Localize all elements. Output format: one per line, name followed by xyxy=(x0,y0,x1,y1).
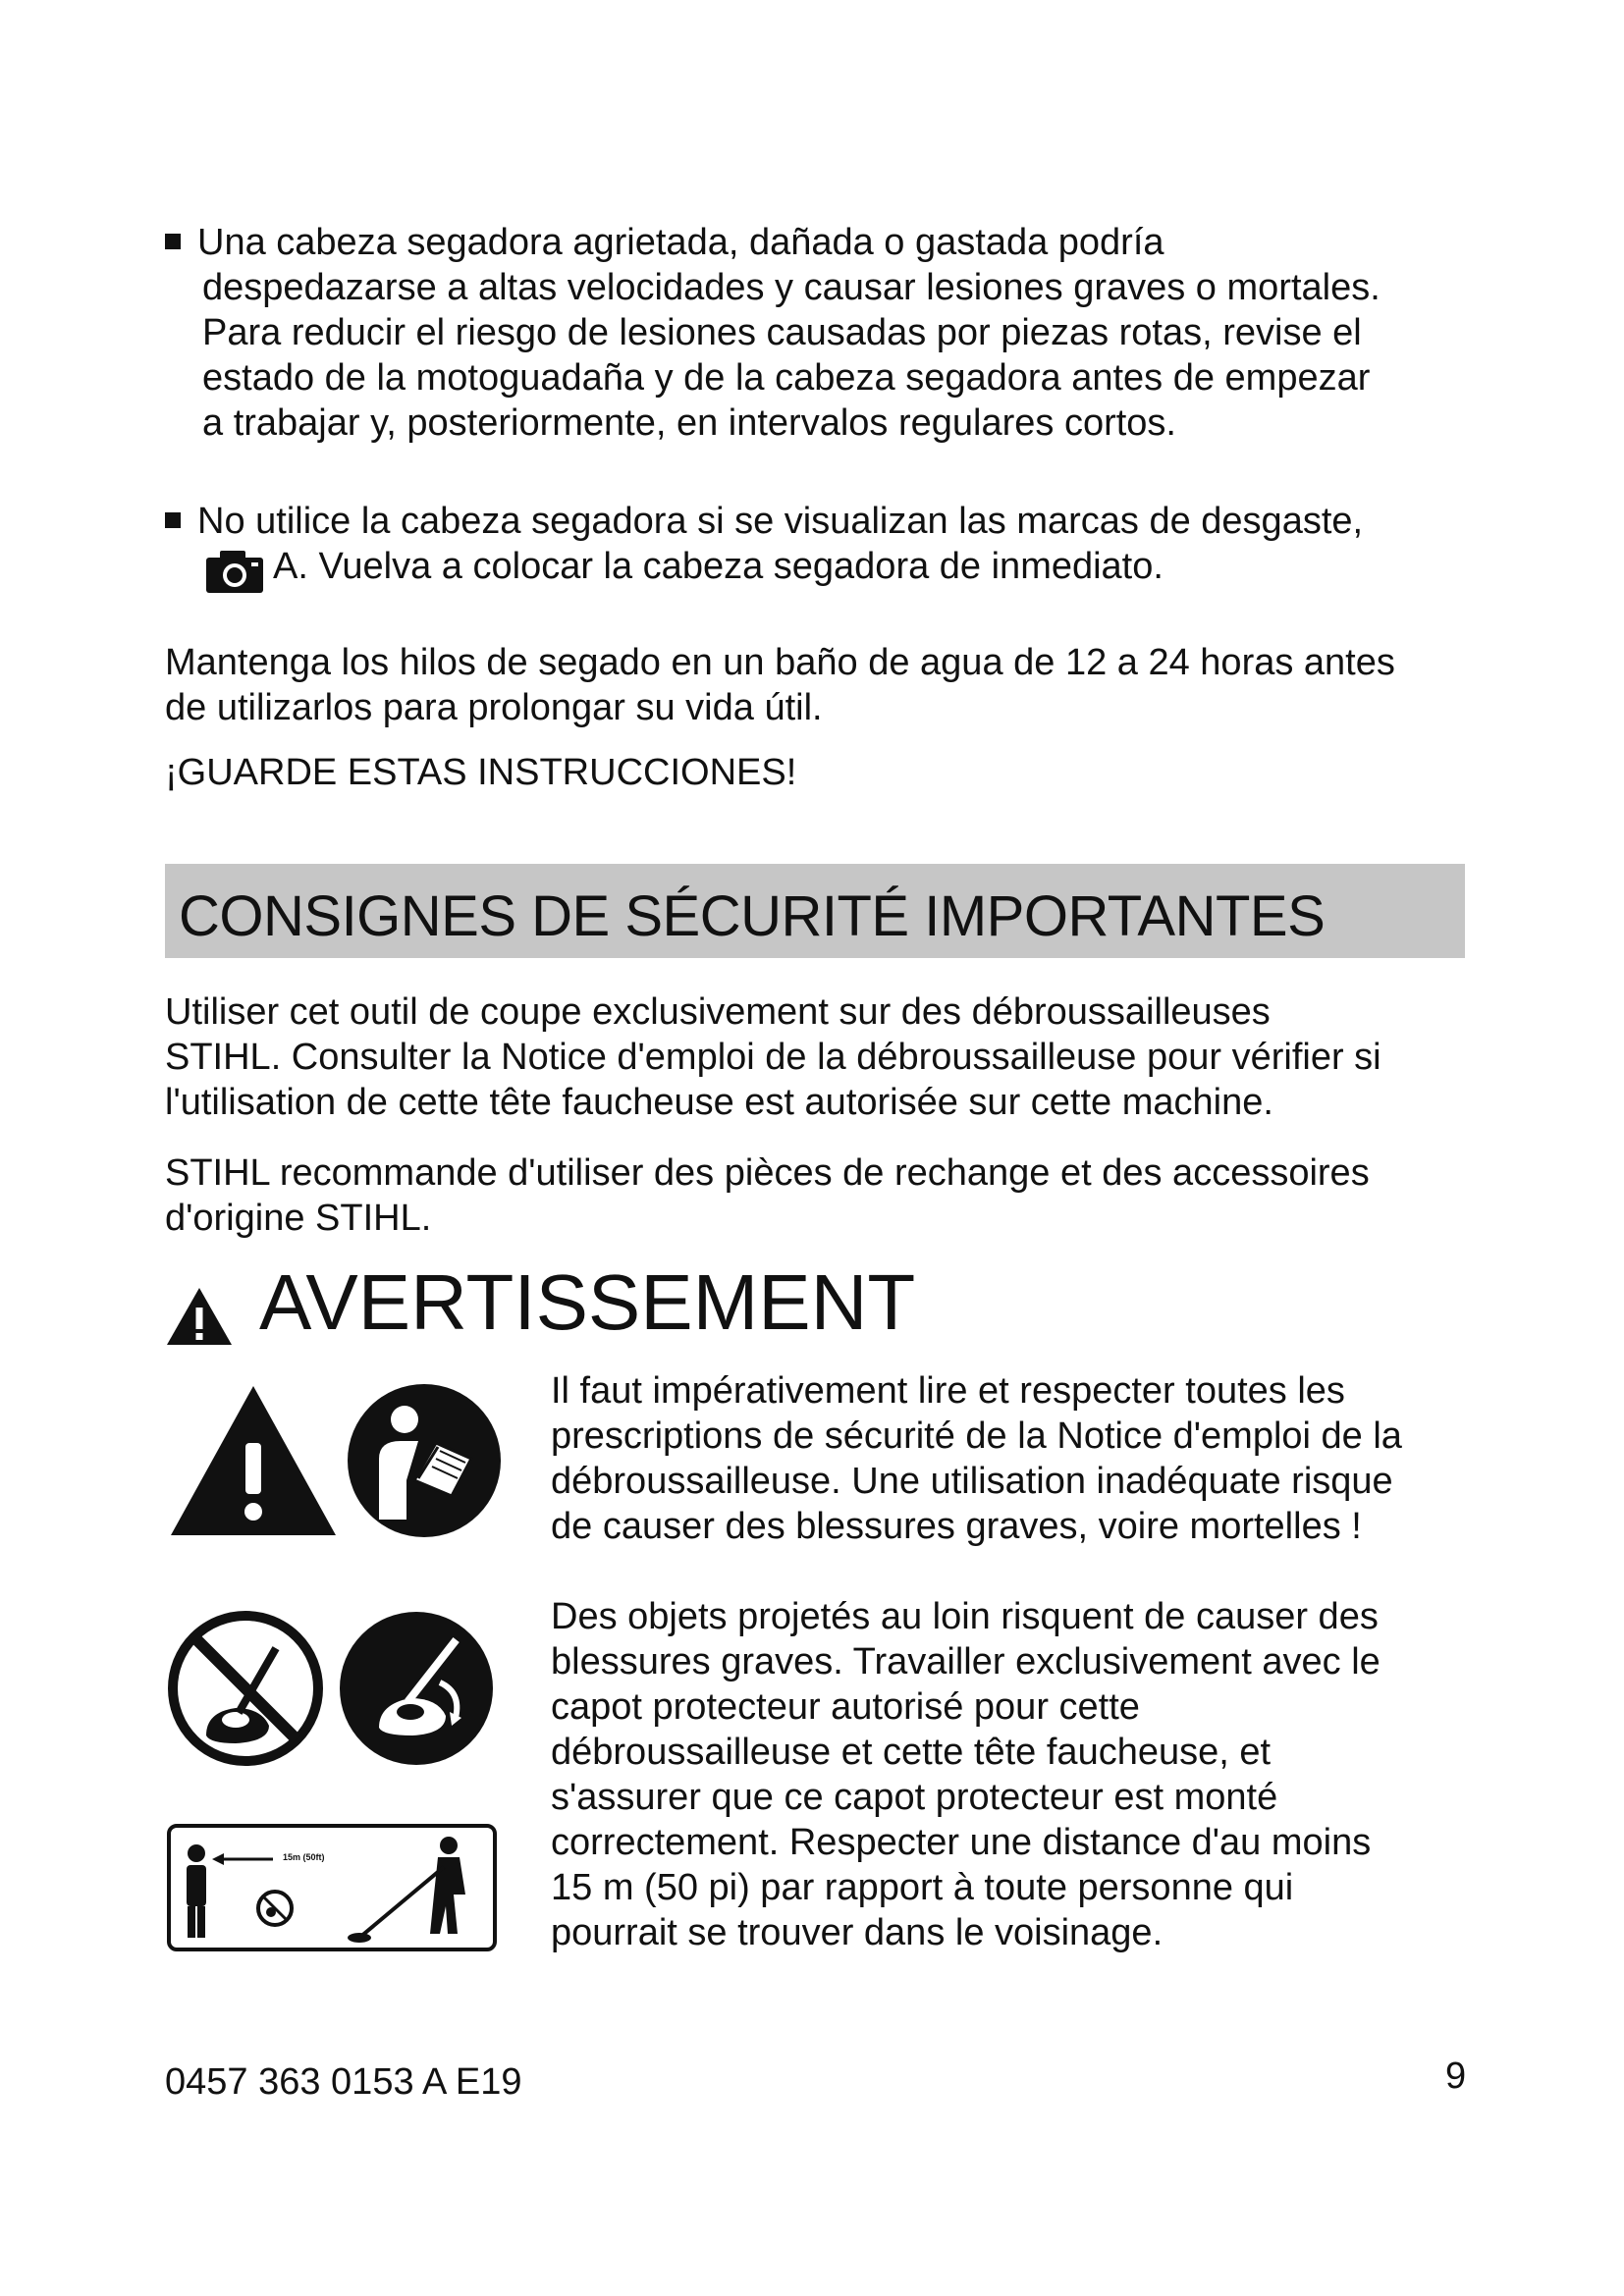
es-save-instructions: ¡GUARDE ESTAS INSTRUCCIONES! xyxy=(165,752,797,793)
text-line: l'utilisation de cette tête faucheuse est autorisée sur cette machine. xyxy=(165,1082,1273,1123)
text-line: Utiliser cet outil de coupe exclusivement sur des débroussailleuses xyxy=(165,991,1271,1033)
text-line: STIHL. Consulter la Notice d'emploi de la débroussailleuse pour vérifier si xyxy=(165,1037,1381,1078)
section-heading-bar xyxy=(165,864,1465,958)
distance-15m-icon xyxy=(167,1824,497,1951)
text-line: A. Vuelva a colocar la cabeza segadora de inmediato. xyxy=(273,546,1164,587)
warning-paragraph-thrown-objects xyxy=(551,1594,1533,1955)
text-line: Mantenga los hilos de segado en un baño de agua de 12 a 24 horas antes xyxy=(165,642,1395,683)
text-line: prescriptions de sécurité de la Notice d'emploi de la xyxy=(551,1415,1402,1457)
text-line: estado de la motoguadaña y de la cabeza segadora antes de empezar xyxy=(202,357,1371,399)
camera-icon xyxy=(202,546,267,595)
text-line: débroussailleuse et cette tête faucheuse, et xyxy=(551,1732,1272,1773)
bullet-square xyxy=(165,512,181,528)
text-line: No utilice la cabeza segadora si se visualizan las marcas de desgaste, xyxy=(197,501,1364,542)
text-line: correctement. Respecter une distance d'au moins xyxy=(551,1822,1372,1863)
text-line: despedazarse a altas velocidades y causar lesiones graves o mortales. xyxy=(202,267,1380,308)
fr-recommend-paragraph xyxy=(165,1150,1540,1241)
warning-title: AVERTISSEMENT xyxy=(259,1258,916,1346)
text-line: Una cabeza segadora agrietada, dañada o gastada podría xyxy=(197,222,1164,263)
document-number: 0457 363 0153 A E19 xyxy=(165,2061,522,2103)
no-guard-icon xyxy=(167,1610,324,1767)
es-bullet-cracked-head xyxy=(165,220,1540,446)
text-line: capot protecteur autorisé pour cette xyxy=(551,1686,1140,1728)
bullet-square xyxy=(165,234,181,249)
text-line: débroussailleuse. Une utilisation inadéquate risque xyxy=(551,1461,1393,1502)
fr-intro-paragraph xyxy=(165,989,1540,1125)
es-paragraph-soak xyxy=(165,640,1540,730)
text-line: de utilizarlos para prolongar su vida útil. xyxy=(165,687,823,728)
page-number: 9 xyxy=(1445,2056,1467,2097)
text-line: de causer des blessures graves, voire mortelles ! xyxy=(551,1506,1362,1547)
read-manual-icon xyxy=(346,1382,503,1539)
text-line: 15 m (50 pi) par rapport à toute personne qui xyxy=(551,1867,1294,1908)
text-line: blessures graves. Travailler exclusivement avec le xyxy=(551,1641,1380,1682)
distance-label: 15m (50ft) xyxy=(283,1852,325,1862)
text-line: STIHL recommande d'utiliser des pièces de rechange et des accessoires xyxy=(165,1152,1370,1194)
text-line: d'origine STIHL. xyxy=(165,1198,432,1239)
distance-pictogram xyxy=(167,1824,497,1951)
text-line: pourrait se trouver dans le voisinage. xyxy=(551,1912,1164,1953)
text-line: s'assurer que ce capot protecteur est monté xyxy=(551,1777,1278,1818)
wear-mark-line xyxy=(202,544,1540,589)
section-heading: CONSIGNES DE SÉCURITÉ IMPORTANTES xyxy=(179,884,1326,948)
warning-triangle-icon xyxy=(165,1286,234,1347)
text-line: a trabajar y, posteriormente, en intervalos regulares cortos. xyxy=(202,402,1176,444)
text-line: Il faut impérativement lire et respecter toutes les xyxy=(551,1370,1345,1412)
warning-triangle-icon xyxy=(167,1382,340,1539)
text-line: Para reducir el riesgo de lesiones causadas por piezas rotas, revise el xyxy=(202,312,1362,353)
warning-paragraph-read-manual xyxy=(551,1368,1533,1549)
text-line: Des objets projetés au loin risquent de causer des xyxy=(551,1596,1379,1637)
guard-required-icon xyxy=(332,1610,501,1767)
es-bullet-wear-marks xyxy=(165,499,1540,589)
